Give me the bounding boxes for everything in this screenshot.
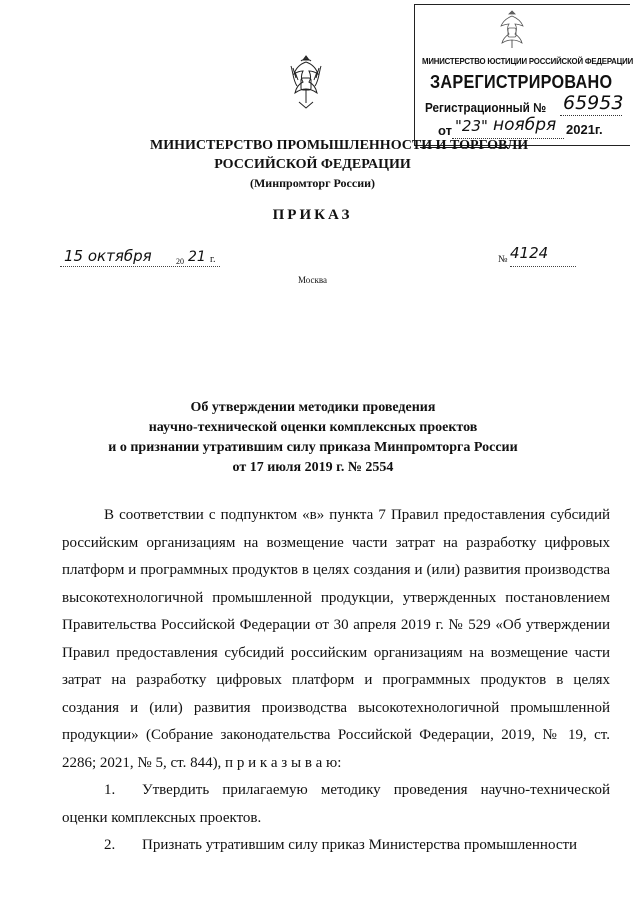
stamp-registered-label: ЗАРЕГИСТРИРОВАНО: [430, 72, 613, 92]
item-text: Утвердить прилагаемую методику проведения научно-технической оценки комплексных проектов.: [62, 782, 610, 826]
order-date-suffix: г.: [210, 254, 216, 265]
order-number-label: №: [498, 254, 508, 265]
stamp-from-month: ноября: [493, 115, 557, 135]
ministry-short-name: (Минпромторг России): [249, 176, 376, 190]
order-title: ПРИКАЗ: [272, 207, 353, 223]
subject-line: и о признании утратившим силу приказа Минпромторга России: [108, 440, 518, 455]
subject-line: научно-технической оценки комплексных проектов: [148, 420, 478, 435]
stamp-reg-number-label: Регистрационный №: [425, 100, 547, 115]
ministry-name-line1: МИНИСТЕРСТВО ПРОМЫШЛЕННОСТИ И ТОРГОВЛИ: [150, 138, 529, 153]
order-date-year-handwritten: 21: [188, 249, 206, 265]
stamp-from-label: от: [438, 123, 452, 138]
subject-line: Об утверждении методики проведения: [190, 400, 436, 415]
item-number: 1.: [104, 782, 116, 798]
ministry-name-line2: РОССИЙСКОЙ ФЕДЕРАЦИИ: [214, 157, 411, 172]
stamp-from-day: "23": [455, 117, 488, 135]
item-number: 2.: [104, 837, 116, 853]
order-date-handwritten: 15 октября: [64, 247, 152, 265]
order-date-year-prefix: 20: [176, 257, 184, 266]
order-item: [62, 832, 610, 860]
stamp-reg-number-value: 65953: [563, 92, 624, 114]
coat-of-arms-icon: [287, 52, 325, 114]
order-subject: [0, 398, 640, 478]
order-city: Москва: [298, 275, 327, 285]
strike-line: [420, 147, 508, 148]
preamble-paragraph: В соответствии с подпунктом «в» пункта 7 Правил предоставления субсидий российским организациям на возмещение части затрат на разработку цифровых платформ и программных продуктов в целях создания и (или) развития производства высокотехнологичной промышленной продукции, утвержденных постановлением Правительства Российской Федерации от 30 апреля 2019 г. № 529 «Об утверждении Правил предоставления субсидий российским организациям на возмещение части затрат на разработку цифровых платформ и программных продуктов в целях создания и (или) развития производства высокотехнологичной промышленной продукции» (Собрание законодательства Российской Федерации, 2019, № 19, ст. 2286; 2021, № 5, ст. 844), п р и к а з ы в а ю:: [62, 507, 610, 771]
order-date-underline: [60, 266, 220, 267]
item-text: Признать утратившим силу приказ Министерства промышленности: [142, 837, 578, 853]
stamp-ministry: МИНИСТЕРСТВО ЮСТИЦИИ РОССИЙСКОЙ ФЕДЕРАЦИИ: [422, 56, 634, 66]
stamp-emblem-icon: [496, 8, 528, 50]
order-item: [62, 777, 610, 832]
order-number-handwritten: 4124: [510, 244, 549, 262]
subject-line: от 17 июля 2019 г. № 2554: [232, 460, 394, 475]
order-number-underline: [510, 266, 576, 267]
stamp-from-year: 2021г.: [566, 122, 603, 137]
stamp-reg-number-underline: [560, 115, 622, 116]
order-body: [62, 502, 610, 860]
